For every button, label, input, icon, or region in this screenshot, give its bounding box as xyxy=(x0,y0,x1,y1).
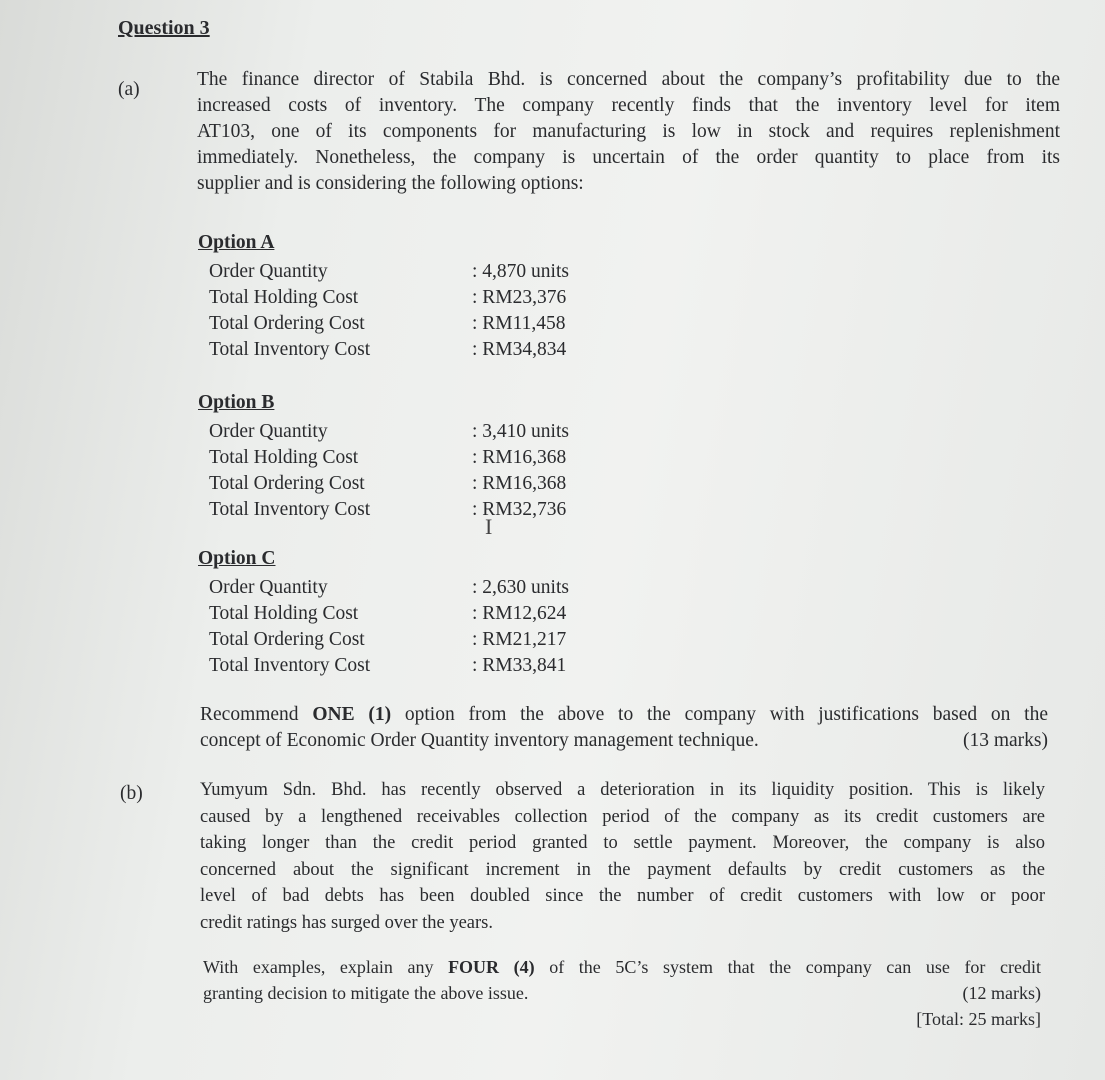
part-a-task-line1 xyxy=(200,702,1048,728)
part-a-marks: (13 marks) xyxy=(962,730,1048,751)
task-text: option from the above to the company with justifications based on the xyxy=(391,704,1048,725)
option-row-label: Total Inventory Cost xyxy=(209,339,371,360)
option-row-value: : RM12,624 xyxy=(472,603,567,624)
option-row-value: : RM21,217 xyxy=(472,629,567,650)
option-row-value: : RM32,736 xyxy=(472,499,567,520)
option-row-value: : 3,410 units xyxy=(472,421,569,442)
part-b-task-line1 xyxy=(203,954,1041,980)
option-row-value: : RM23,376 xyxy=(472,287,567,308)
task-text: of the 5C’s system that the company can use for credit xyxy=(534,957,1041,977)
option-title: Option B xyxy=(198,392,275,413)
intro-line: level of bad debts has been doubled since the number of credit customers with low or poor xyxy=(200,886,1045,906)
intro-line: supplier and is considering the following options: xyxy=(197,173,584,194)
intro-line: taking longer than the credit period granted to settle payment. Moreover, the company is also xyxy=(200,833,1045,853)
part-b-task-line2: granting decision to mitigate the above issue. xyxy=(203,983,529,1003)
task-emphasis: FOUR (4) xyxy=(448,957,535,977)
option-row-value: : RM16,368 xyxy=(472,447,567,468)
option-row-value: : 4,870 units xyxy=(472,261,569,282)
option-row-value: : RM11,458 xyxy=(472,313,566,334)
part-b-label: (b) xyxy=(120,783,143,804)
intro-line: Yumyum Sdn. Bhd. has recently observed a deterioration in its liquidity position. This is likely xyxy=(200,780,1045,800)
option-row-value: : RM16,368 xyxy=(472,473,567,494)
option-row-value: : 2,630 units xyxy=(472,577,569,598)
option-row-label: Total Inventory Cost xyxy=(209,655,371,676)
intro-line: credit ratings has surged over the years. xyxy=(200,912,493,933)
part-b-marks: (12 marks) xyxy=(962,983,1041,1003)
task-text: Recommend xyxy=(200,704,313,725)
intro-line: The finance director of Stabila Bhd. is concerned about the company’s profitability due to the xyxy=(197,69,1060,90)
intro-line: immediately. Nonetheless, the company is uncertain of the order quantity to place from its xyxy=(197,147,1060,168)
intro-line: AT103, one of its components for manufacturing is low in stock and requires replenishment xyxy=(197,121,1060,142)
task-text: With examples, explain any xyxy=(203,957,449,977)
option-row-label: Order Quantity xyxy=(209,421,328,442)
intro-line: caused by a lengthened receivables collection period of the company as its credit customers are xyxy=(200,806,1045,827)
intro-line: concerned about the significant increment in the payment defaults by credit customers as the xyxy=(200,859,1045,880)
option-row-label: Order Quantity xyxy=(209,577,328,598)
option-title: Option A xyxy=(198,232,275,253)
part-a-task-line2: concept of Economic Order Quantity inventory management technique. xyxy=(200,730,759,751)
part-a-label: (a) xyxy=(118,79,140,100)
option-row-label: Total Ordering Cost xyxy=(209,629,365,650)
intro-line: increased costs of inventory. The company recently finds that the inventory level for item xyxy=(197,95,1060,116)
option-row-label: Total Holding Cost xyxy=(209,447,359,468)
option-row-label: Total Holding Cost xyxy=(209,287,359,308)
option-row-value: : RM33,841 xyxy=(472,655,567,676)
total-marks: [Total: 25 marks] xyxy=(916,1009,1041,1029)
task-emphasis: ONE (1) xyxy=(312,704,392,725)
option-row-label: Total Ordering Cost xyxy=(209,473,365,494)
option-title: Option C xyxy=(198,548,276,569)
option-row-value: : RM34,834 xyxy=(472,339,567,360)
text-cursor-icon: I xyxy=(485,514,493,539)
option-row-label: Order Quantity xyxy=(209,261,328,282)
option-row-label: Total Ordering Cost xyxy=(209,313,365,334)
option-row-label: Total Holding Cost xyxy=(209,603,359,624)
question-title: Question 3 xyxy=(118,17,210,39)
option-row-label: Total Inventory Cost xyxy=(209,499,371,520)
